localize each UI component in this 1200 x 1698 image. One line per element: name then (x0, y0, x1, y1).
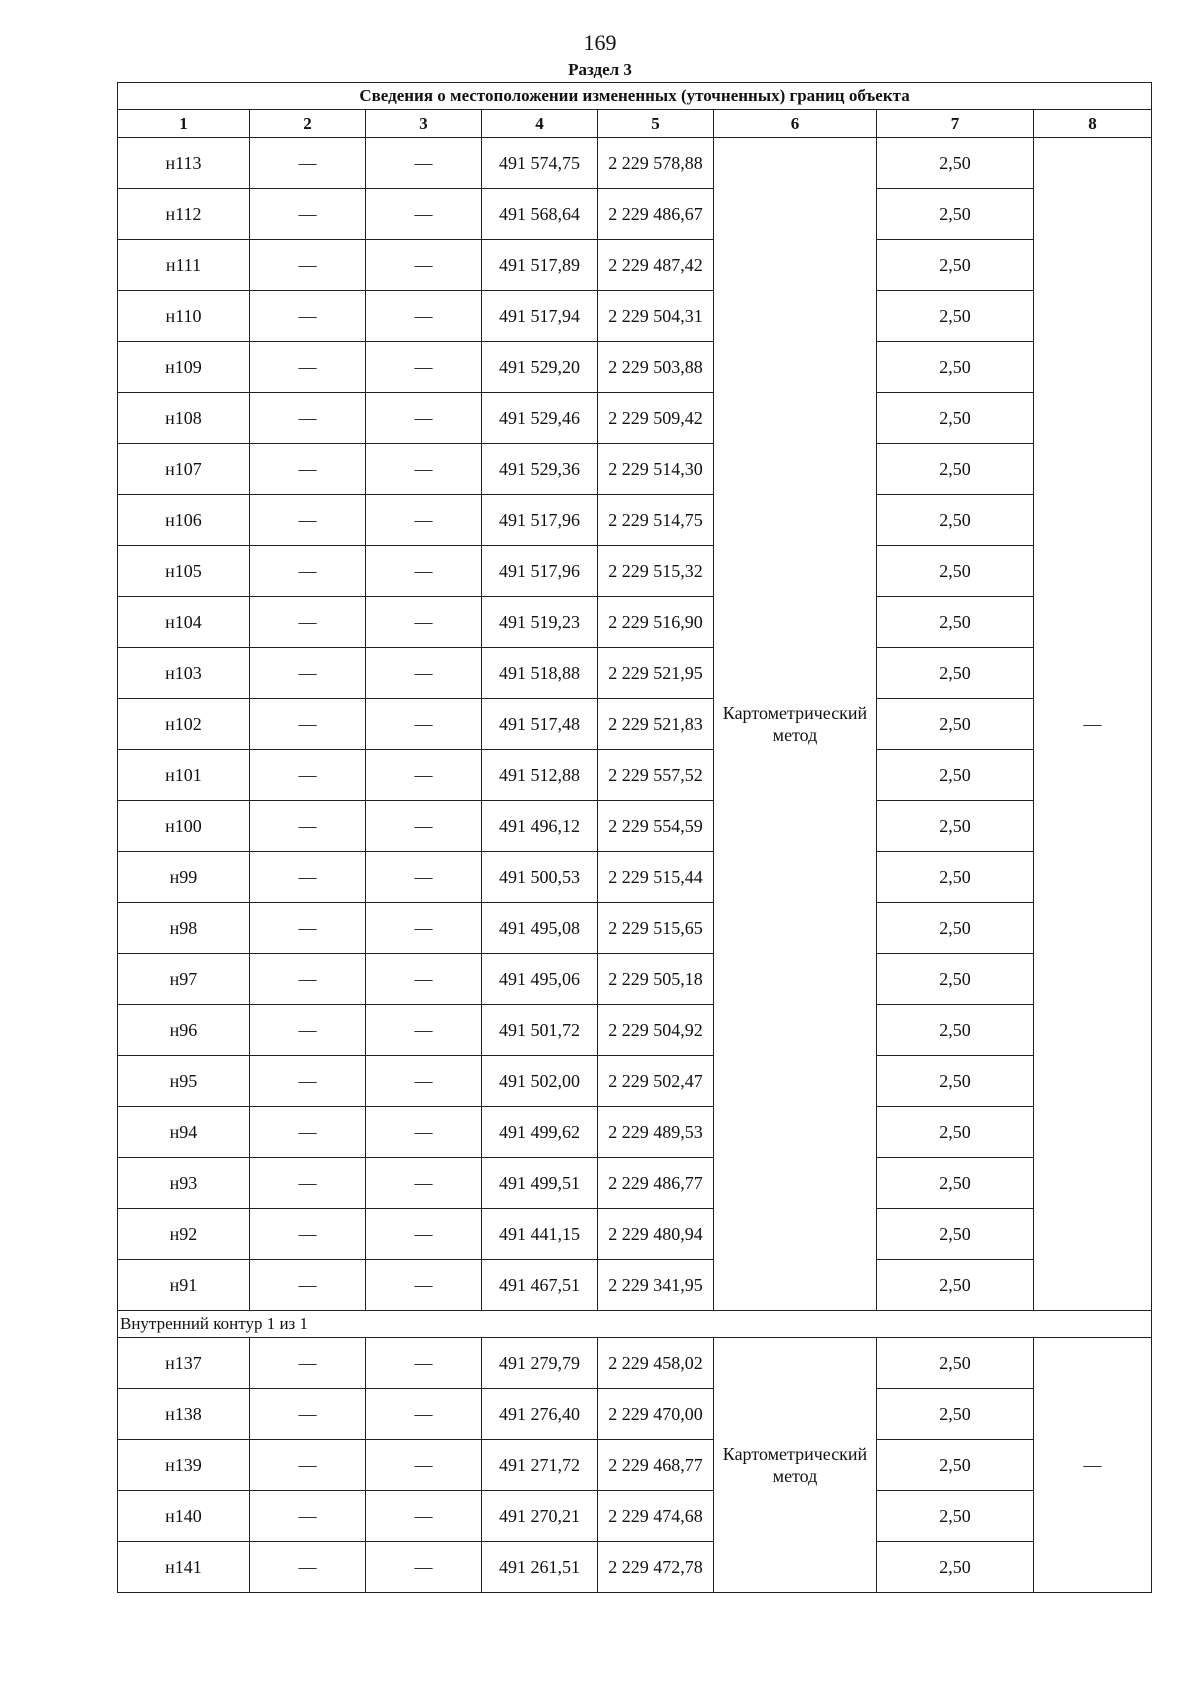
coordinate-x: 491 574,75 (482, 138, 598, 189)
column-header-3: 3 (366, 110, 482, 138)
point-number: н96 (118, 1005, 250, 1056)
point-number: н111 (118, 240, 250, 291)
point-number: н108 (118, 393, 250, 444)
coordinate-y: 2 229 515,44 (598, 852, 714, 903)
table-row (118, 1338, 1152, 1389)
coordinate-x: 491 568,64 (482, 189, 598, 240)
column-2: — (250, 546, 366, 597)
table-row (118, 648, 1152, 699)
coordinate-x: 491 279,79 (482, 1338, 598, 1389)
column-2: — (250, 1389, 366, 1440)
column-header-8: 8 (1034, 110, 1152, 138)
table-row (118, 699, 1152, 750)
accuracy-value: 2,50 (877, 597, 1034, 648)
coordinate-y: 2 229 474,68 (598, 1491, 714, 1542)
accuracy-value: 2,50 (877, 699, 1034, 750)
column-2: — (250, 342, 366, 393)
coordinate-x: 491 517,48 (482, 699, 598, 750)
column-3: — (366, 1338, 482, 1389)
column-2: — (250, 1005, 366, 1056)
coordinate-x: 491 499,62 (482, 1107, 598, 1158)
accuracy-value: 2,50 (877, 903, 1034, 954)
point-number: н106 (118, 495, 250, 546)
column-3: — (366, 1158, 482, 1209)
column-8-cell: — (1034, 1338, 1152, 1593)
coordinate-y: 2 229 486,67 (598, 189, 714, 240)
column-2: — (250, 1440, 366, 1491)
coordinate-x: 491 276,40 (482, 1389, 598, 1440)
column-2: — (250, 1338, 366, 1389)
column-3: — (366, 903, 482, 954)
column-2: — (250, 189, 366, 240)
column-2: — (250, 954, 366, 1005)
table-row (118, 1440, 1152, 1491)
point-number: н139 (118, 1440, 250, 1491)
column-header-2: 2 (250, 110, 366, 138)
table-row (118, 1491, 1152, 1542)
table-row (118, 1209, 1152, 1260)
column-2: — (250, 1056, 366, 1107)
column-2: — (250, 240, 366, 291)
point-number: н138 (118, 1389, 250, 1440)
table-row (118, 291, 1152, 342)
accuracy-value: 2,50 (877, 1338, 1034, 1389)
accuracy-value: 2,50 (877, 546, 1034, 597)
column-3: — (366, 1389, 482, 1440)
column-2: — (250, 597, 366, 648)
point-number: н102 (118, 699, 250, 750)
accuracy-value: 2,50 (877, 1005, 1034, 1056)
coordinate-x: 491 529,46 (482, 393, 598, 444)
point-number: н137 (118, 1338, 250, 1389)
table-row (118, 444, 1152, 495)
column-3: — (366, 1440, 482, 1491)
column-header-1: 1 (118, 110, 250, 138)
accuracy-value: 2,50 (877, 444, 1034, 495)
accuracy-value: 2,50 (877, 648, 1034, 699)
coordinate-y: 2 229 521,83 (598, 699, 714, 750)
table-row (118, 954, 1152, 1005)
coordinate-x: 491 495,06 (482, 954, 598, 1005)
coordinates-table (117, 82, 1152, 1593)
table-title-row (118, 83, 1152, 110)
table-row (118, 1389, 1152, 1440)
coordinate-x: 491 495,08 (482, 903, 598, 954)
accuracy-value: 2,50 (877, 342, 1034, 393)
column-3: — (366, 852, 482, 903)
coordinate-y: 2 229 470,00 (598, 1389, 714, 1440)
coordinate-y: 2 229 480,94 (598, 1209, 714, 1260)
column-2: — (250, 699, 366, 750)
point-number: н101 (118, 750, 250, 801)
column-2: — (250, 1260, 366, 1311)
point-number: н140 (118, 1491, 250, 1542)
column-2: — (250, 903, 366, 954)
coordinate-y: 2 229 554,59 (598, 801, 714, 852)
point-number: н104 (118, 597, 250, 648)
column-header-5: 5 (598, 110, 714, 138)
column-2: — (250, 1107, 366, 1158)
column-3: — (366, 444, 482, 495)
accuracy-value: 2,50 (877, 495, 1034, 546)
coordinate-y: 2 229 509,42 (598, 393, 714, 444)
table-title: Сведения о местоположении измененных (уточненных) границ объекта (118, 83, 1152, 110)
table-row (118, 1005, 1152, 1056)
column-2: — (250, 852, 366, 903)
column-3: — (366, 189, 482, 240)
coordinate-y: 2 229 468,77 (598, 1440, 714, 1491)
coordinate-x: 491 500,53 (482, 852, 598, 903)
coordinate-x: 491 517,94 (482, 291, 598, 342)
column-2: — (250, 291, 366, 342)
table-row (118, 1056, 1152, 1107)
accuracy-value: 2,50 (877, 1440, 1034, 1491)
coordinate-x: 491 501,72 (482, 1005, 598, 1056)
coordinate-x: 491 502,00 (482, 1056, 598, 1107)
table-row (118, 240, 1152, 291)
coordinate-y: 2 229 504,92 (598, 1005, 714, 1056)
column-2: — (250, 138, 366, 189)
accuracy-value: 2,50 (877, 138, 1034, 189)
coordinate-x: 491 271,72 (482, 1440, 598, 1491)
accuracy-value: 2,50 (877, 291, 1034, 342)
coordinate-y: 2 229 515,65 (598, 903, 714, 954)
column-3: — (366, 1542, 482, 1593)
table-row (118, 903, 1152, 954)
column-3: — (366, 1005, 482, 1056)
accuracy-value: 2,50 (877, 801, 1034, 852)
coordinate-x: 491 261,51 (482, 1542, 598, 1593)
column-3: — (366, 240, 482, 291)
coordinate-x: 491 496,12 (482, 801, 598, 852)
accuracy-value: 2,50 (877, 954, 1034, 1005)
point-number: н99 (118, 852, 250, 903)
coordinate-y: 2 229 487,42 (598, 240, 714, 291)
coordinate-x: 491 519,23 (482, 597, 598, 648)
point-number: н98 (118, 903, 250, 954)
column-3: — (366, 699, 482, 750)
accuracy-value: 2,50 (877, 1158, 1034, 1209)
column-2: — (250, 750, 366, 801)
contour-label: Внутренний контур 1 из 1 (118, 1311, 1152, 1338)
coordinate-x: 491 518,88 (482, 648, 598, 699)
coordinate-x: 491 517,96 (482, 546, 598, 597)
table-row (118, 189, 1152, 240)
coordinate-y: 2 229 516,90 (598, 597, 714, 648)
coordinate-x: 491 441,15 (482, 1209, 598, 1260)
coordinate-x: 491 270,21 (482, 1491, 598, 1542)
column-2: — (250, 1491, 366, 1542)
column-header-4: 4 (482, 110, 598, 138)
column-3: — (366, 801, 482, 852)
column-3: — (366, 1260, 482, 1311)
column-3: — (366, 1107, 482, 1158)
table-row (118, 546, 1152, 597)
column-2: — (250, 801, 366, 852)
accuracy-value: 2,50 (877, 1389, 1034, 1440)
point-number: н91 (118, 1260, 250, 1311)
coordinate-y: 2 229 505,18 (598, 954, 714, 1005)
column-3: — (366, 546, 482, 597)
column-3: — (366, 648, 482, 699)
point-number: н95 (118, 1056, 250, 1107)
column-8-cell: — (1034, 138, 1152, 1311)
coordinate-x: 491 529,36 (482, 444, 598, 495)
point-number: н94 (118, 1107, 250, 1158)
point-number: н103 (118, 648, 250, 699)
coordinate-x: 491 529,20 (482, 342, 598, 393)
section-title: Раздел 3 (568, 60, 632, 79)
accuracy-value: 2,50 (877, 189, 1034, 240)
coordinate-y: 2 229 503,88 (598, 342, 714, 393)
table-row (118, 1260, 1152, 1311)
coordinate-y: 2 229 557,52 (598, 750, 714, 801)
coordinate-y: 2 229 514,30 (598, 444, 714, 495)
accuracy-value: 2,50 (877, 1056, 1034, 1107)
accuracy-value: 2,50 (877, 1491, 1034, 1542)
point-number: н105 (118, 546, 250, 597)
column-2: — (250, 1542, 366, 1593)
coordinate-y: 2 229 504,31 (598, 291, 714, 342)
column-3: — (366, 495, 482, 546)
column-3: — (366, 1209, 482, 1260)
point-number: н97 (118, 954, 250, 1005)
coordinate-y: 2 229 486,77 (598, 1158, 714, 1209)
contour-label-row (118, 1311, 1152, 1338)
column-3: — (366, 1491, 482, 1542)
table-row (118, 852, 1152, 903)
column-header-7: 7 (877, 110, 1034, 138)
point-number: н100 (118, 801, 250, 852)
coordinate-y: 2 229 578,88 (598, 138, 714, 189)
coordinate-x: 491 517,96 (482, 495, 598, 546)
method-cell: Картометрический метод (714, 1338, 877, 1593)
column-3: — (366, 342, 482, 393)
coordinate-y: 2 229 521,95 (598, 648, 714, 699)
column-header-6: 6 (714, 110, 877, 138)
table-row (118, 138, 1152, 189)
accuracy-value: 2,50 (877, 750, 1034, 801)
coordinate-y: 2 229 514,75 (598, 495, 714, 546)
column-2: — (250, 1158, 366, 1209)
table-row (118, 750, 1152, 801)
table-row (118, 393, 1152, 444)
page-number: 169 (583, 30, 617, 55)
point-number: н110 (118, 291, 250, 342)
coordinate-y: 2 229 341,95 (598, 1260, 714, 1311)
column-3: — (366, 1056, 482, 1107)
column-2: — (250, 495, 366, 546)
coordinate-y: 2 229 458,02 (598, 1338, 714, 1389)
coordinate-y: 2 229 472,78 (598, 1542, 714, 1593)
coordinate-y: 2 229 502,47 (598, 1056, 714, 1107)
column-2: — (250, 444, 366, 495)
column-2: — (250, 648, 366, 699)
column-header-row (118, 110, 1152, 138)
coordinate-y: 2 229 515,32 (598, 546, 714, 597)
point-number: н92 (118, 1209, 250, 1260)
table-row (118, 597, 1152, 648)
accuracy-value: 2,50 (877, 393, 1034, 444)
accuracy-value: 2,50 (877, 1209, 1034, 1260)
coordinate-y: 2 229 489,53 (598, 1107, 714, 1158)
table-row (118, 801, 1152, 852)
table-row (118, 495, 1152, 546)
point-number: н141 (118, 1542, 250, 1593)
point-number: н113 (118, 138, 250, 189)
coordinate-x: 491 467,51 (482, 1260, 598, 1311)
column-3: — (366, 138, 482, 189)
table-row (118, 1107, 1152, 1158)
accuracy-value: 2,50 (877, 852, 1034, 903)
table-row (118, 342, 1152, 393)
column-2: — (250, 1209, 366, 1260)
accuracy-value: 2,50 (877, 1542, 1034, 1593)
point-number: н93 (118, 1158, 250, 1209)
table-row (118, 1158, 1152, 1209)
column-3: — (366, 954, 482, 1005)
accuracy-value: 2,50 (877, 240, 1034, 291)
point-number: н109 (118, 342, 250, 393)
column-2: — (250, 393, 366, 444)
coordinate-x: 491 512,88 (482, 750, 598, 801)
point-number: н112 (118, 189, 250, 240)
accuracy-value: 2,50 (877, 1107, 1034, 1158)
accuracy-value: 2,50 (877, 1260, 1034, 1311)
column-3: — (366, 291, 482, 342)
column-3: — (366, 393, 482, 444)
coordinate-x: 491 517,89 (482, 240, 598, 291)
method-cell: Картометрический метод (714, 138, 877, 1311)
point-number: н107 (118, 444, 250, 495)
column-3: — (366, 750, 482, 801)
coordinate-x: 491 499,51 (482, 1158, 598, 1209)
column-3: — (366, 597, 482, 648)
table-row (118, 1542, 1152, 1593)
